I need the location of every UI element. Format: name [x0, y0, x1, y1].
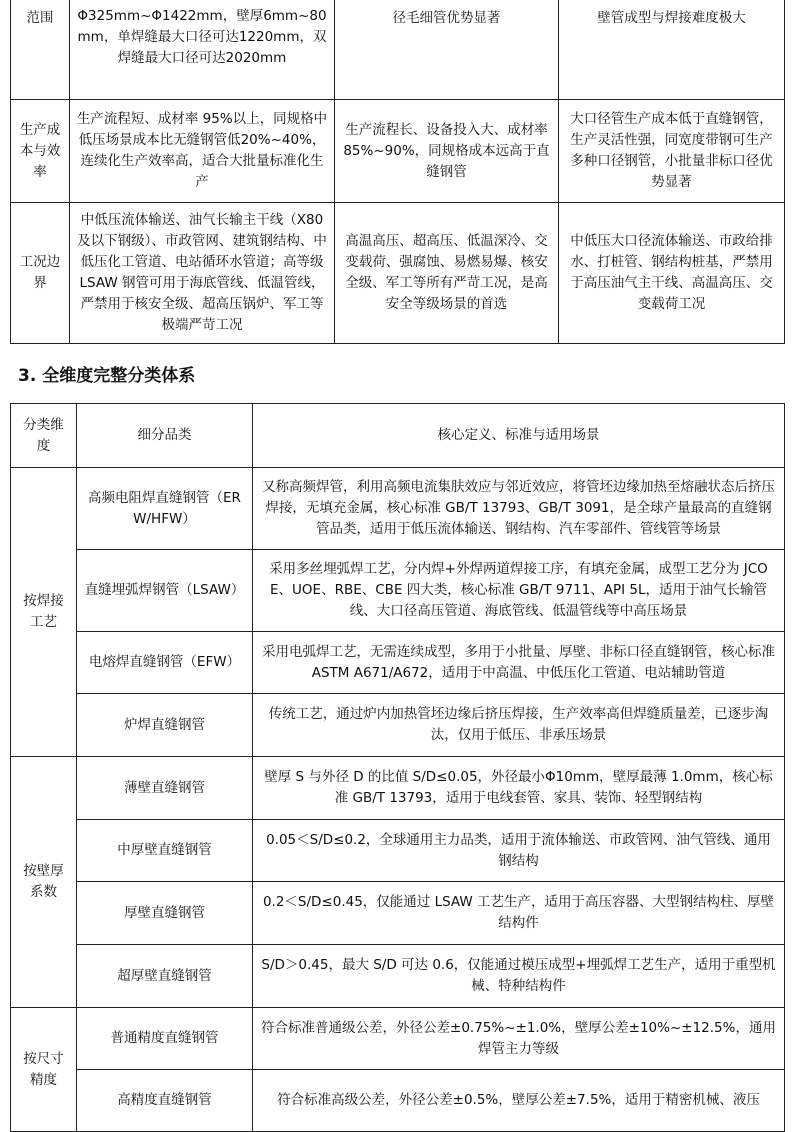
table-row — [11, 100, 785, 203]
table-row — [11, 203, 785, 344]
table-cell: 中低压流体输送、油气长输主干线（X80 及以下钢级）、市政管网、建筑钢结构、中低压化工管道、电站循环水管道；高等级 LSAW 钢管可用于海底管线、低温管线，严禁用于核安全级、超高压锅炉、军工等极端严苛工况 — [70, 203, 335, 344]
row-label: 工况边界 — [11, 203, 70, 344]
table-row — [11, 820, 785, 882]
category-name: 高精度直缝钢管 — [77, 1070, 253, 1132]
column-header: 核心定义、标准与适用场景 — [253, 404, 785, 468]
category-name: 超厚壁直缝钢管 — [77, 945, 253, 1008]
column-header: 细分品类 — [77, 404, 253, 468]
table-row — [11, 1070, 785, 1132]
row-label: 范围 — [11, 0, 70, 100]
table-cell: 中低压大口径流体输送、市政给排水、打桩管、钢结构桩基，严禁用于高压油气主干线、高温高压、交变载荷工况 — [559, 203, 785, 344]
category-name: 薄壁直缝钢管 — [77, 757, 253, 820]
dimension-label: 按尺寸精度 — [11, 1008, 77, 1132]
category-name: 炉焊直缝钢管 — [77, 694, 253, 757]
dimension-label: 按焊接工艺 — [11, 468, 77, 757]
section-title: 3. 全维度完整分类体系 — [18, 366, 196, 386]
category-description: 符合标准高级公差，外径公差±0.5%，壁厚公差±7.5%，适用于精密机械、液压 — [253, 1070, 785, 1132]
table-cell: 径毛细管优势显著 — [335, 0, 559, 100]
table-row — [11, 550, 785, 632]
table-cell: 壁管成型与焊接难度极大 — [559, 0, 785, 100]
table-row — [11, 1008, 785, 1070]
table-cell: Φ325mm~Φ1422mm，壁厚6mm~80mm，单焊缝最大口径可达1220mm，双焊缝最大口径可达2020mm — [70, 0, 335, 100]
dimension-label: 按壁厚系数 — [11, 757, 77, 1008]
category-name: 普通精度直缝钢管 — [77, 1008, 253, 1070]
table-row — [11, 882, 785, 945]
category-name: 电熔焊直缝钢管（EFW） — [77, 632, 253, 694]
table-row — [11, 468, 785, 550]
table-row — [11, 694, 785, 757]
table-row — [11, 0, 785, 100]
table-cell: 生产流程短、成材率 95%以上，同规格中低压场景成本比无缝钢管低20%~40%，连续化生产效率高，适合大批量标准化生产 — [70, 100, 335, 203]
category-name: 直缝埋弧焊钢管（LSAW） — [77, 550, 253, 632]
category-name: 中厚壁直缝钢管 — [77, 820, 253, 882]
table-cell: 高温高压、超高压、低温深冷、交变载荷、强腐蚀、易燃易爆、核安全级、军工等所有严苛工况，是高安全等级场景的首选 — [335, 203, 559, 344]
category-name: 高频电阻焊直缝钢管（ERW/HFW） — [77, 468, 253, 550]
category-description: 0.2＜S/D≤0.45，仅能通过 LSAW 工艺生产，适用于高压容器、大型钢结构柱、厚壁结构件 — [253, 882, 785, 945]
category-description: 壁厚 S 与外径 D 的比值 S/D≤0.05，外径最小Φ10mm，壁厚最薄 1.0mm，核心标准 GB/T 13793，适用于电线套管、家具、装饰、轻型钢结构 — [253, 757, 785, 820]
header-row — [11, 404, 785, 468]
table-cell: 大口径管生产成本低于直缝钢管，生产灵活性强，同宽度带钢可生产多种口径钢管，小批量非标口径优势显著 — [559, 100, 785, 203]
table-row — [11, 945, 785, 1008]
comparison-table — [10, 0, 785, 344]
table-row — [11, 632, 785, 694]
category-description: 采用电弧焊工艺，无需连续成型，多用于小批量、厚壁、非标口径直缝钢管，核心标准 ASTM A671/A672，适用于中高温、中低压化工管道、电站辅助管道 — [253, 632, 785, 694]
category-description: 又称高频焊管，利用高频电流集肤效应与邻近效应，将管坯边缘加热至熔融状态后挤压焊接，无填充金属，核心标准 GB/T 13793、GB/T 3091，是全球产量最高的直缝钢管品类，适用于低压流体输送、钢结构、汽车零部件、管线管等场景 — [253, 468, 785, 550]
table-cell: 生产流程长、设备投入大、成材率 85%~90%，同规格成本远高于直缝钢管 — [335, 100, 559, 203]
category-description: 符合标准普通级公差，外径公差±0.75%~±1.0%，壁厚公差±10%~±12.5%，通用焊管主力等级 — [253, 1008, 785, 1070]
category-description: S/D＞0.45，最大 S/D 可达 0.6，仅能通过模压成型+埋弧焊工艺生产，适用于重型机械、特种结构件 — [253, 945, 785, 1008]
classification-table — [10, 403, 785, 1132]
category-description: 0.05＜S/D≤0.2，全球通用主力品类，适用于流体输送、市政管网、油气管线、通用钢结构 — [253, 820, 785, 882]
category-description: 采用多丝埋弧焊工艺，分内焊+外焊两道焊接工序，有填充金属，成型工艺分为 JCOE、UOE、RBE、CBE 四大类，核心标准 GB/T 9711、API 5L，适用于油气长输管线、大口径高压管道、海底管线、低温管线等中高压场景 — [253, 550, 785, 632]
table-row — [11, 757, 785, 820]
category-name: 厚壁直缝钢管 — [77, 882, 253, 945]
row-label: 生产成本与效率 — [11, 100, 70, 203]
column-header: 分类维度 — [11, 404, 77, 468]
category-description: 传统工艺，通过炉内加热管坯边缘后挤压焊接，生产效率高但焊缝质量差，已逐步淘汰，仅用于低压、非承压场景 — [253, 694, 785, 757]
